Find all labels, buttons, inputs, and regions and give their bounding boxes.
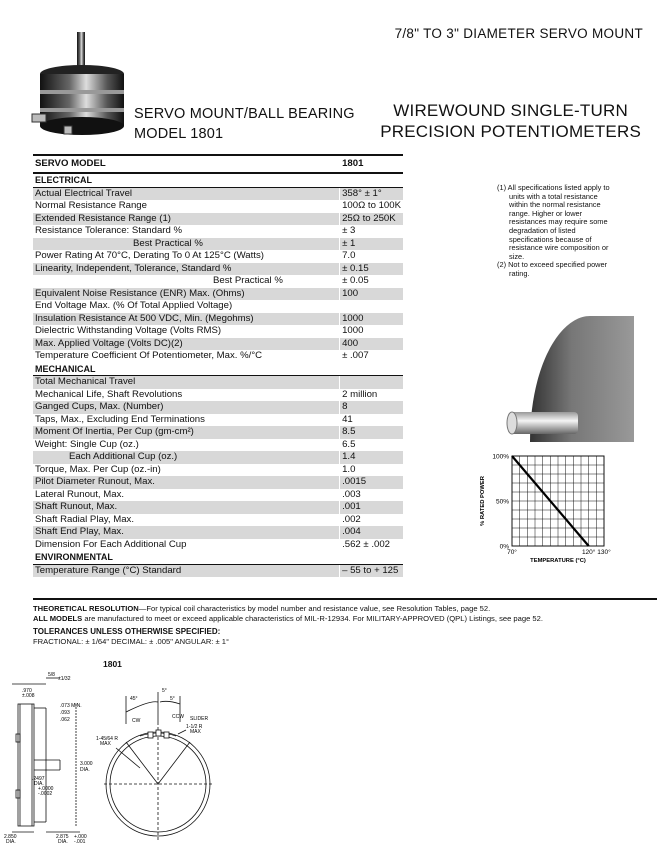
theoretical-text: —For typical coil characteristics by model number and resistance value, see Resolution Tables, page 52.	[138, 604, 491, 613]
table-row	[33, 350, 403, 363]
spec-value	[340, 300, 403, 313]
main-title-line-1: WIREWOUND SINGLE-TURN	[393, 101, 628, 120]
table-row	[33, 476, 403, 489]
dim-f: 3.000	[80, 761, 93, 767]
spec-value: 1000	[340, 313, 403, 326]
ang-3: 5°	[170, 696, 175, 702]
spec-label: Best Practical %	[33, 275, 340, 288]
derating-chart	[476, 448, 626, 582]
table-row	[33, 526, 403, 539]
section-header-row	[33, 551, 403, 564]
table-row	[33, 564, 403, 577]
spec-value: .003	[340, 489, 403, 502]
series-line-2: MODEL 1801	[134, 126, 224, 142]
table-row	[33, 338, 403, 351]
spec-value	[340, 376, 403, 389]
spec-value: .001	[340, 501, 403, 514]
dim-i4: -.001	[74, 839, 86, 845]
dim-g4: -.0002	[38, 791, 53, 797]
spec-label: Weight: Single Cup (oz.)	[33, 439, 340, 452]
spec-label: Equivalent Noise Resistance (ENR) Max. (Ohms)	[33, 288, 340, 301]
table-row	[33, 225, 403, 238]
table-row	[33, 439, 403, 452]
spec-label: Actual Electrical Travel	[33, 187, 340, 200]
spec-value: 358° ± 1°	[340, 187, 403, 200]
dim-h: 2.850	[4, 834, 17, 840]
spec-label: Moment Of Inertia, Per Cup (gm-cm²)	[33, 426, 340, 439]
main-title	[380, 100, 641, 142]
spec-table	[33, 156, 403, 577]
spec-value: 25Ω to 250K	[340, 213, 403, 226]
dim-i3: +.000	[74, 834, 87, 840]
table-header-value: 1801	[340, 156, 403, 173]
spec-value: 41	[340, 414, 403, 427]
table-row	[33, 489, 403, 502]
spec-value: ± 0.05	[340, 275, 403, 288]
spec-label: Total Mechanical Travel	[33, 376, 340, 389]
all-models-title: ALL MODELS	[33, 613, 83, 623]
drawing-model-label: 1801	[103, 659, 122, 669]
section-header-row	[33, 173, 403, 187]
label-rad1: 1-1/2 R	[186, 724, 203, 730]
dim-e: .062	[60, 717, 70, 723]
table-row	[33, 451, 403, 464]
spec-value: 100Ω to 100K	[340, 200, 403, 213]
spec-value: ± 0.15	[340, 263, 403, 276]
spec-value: 1000	[340, 325, 403, 338]
spec-value: ± 3	[340, 225, 403, 238]
spec-value: .562 ± .002	[340, 539, 403, 552]
dim-g2: DIA.	[34, 781, 44, 787]
spec-label: Torque, Max. Per Cup (oz.-in)	[33, 464, 340, 477]
table-row	[33, 250, 403, 263]
section-header-row	[33, 363, 403, 376]
dim-d: .093	[60, 710, 70, 716]
table-row	[33, 414, 403, 427]
y-tick-label: 0%	[499, 543, 509, 551]
note-2: (2) Not to exceed specified power rating.	[497, 260, 608, 278]
section-title: ENVIRONMENTAL	[33, 551, 403, 564]
spec-value: 2 million	[340, 389, 403, 402]
table-row	[33, 325, 403, 338]
table-row	[33, 213, 403, 226]
shaft-closeup-photo	[490, 316, 634, 442]
spec-label: Each Additional Cup (oz.)	[33, 451, 340, 464]
y-tick-label: 100%	[492, 453, 509, 461]
section-title: MECHANICAL	[33, 363, 403, 376]
spec-value: 1.0	[340, 464, 403, 477]
spec-value: .0015	[340, 476, 403, 489]
dim-c: .073 MIN.	[60, 703, 82, 709]
spec-label: Dielectric Withstanding Voltage (Volts RMS)	[33, 325, 340, 338]
table-row	[33, 200, 403, 213]
spec-value: 400	[340, 338, 403, 351]
spec-value: 6.5	[340, 439, 403, 452]
label-cw: CW	[132, 718, 141, 724]
spec-label: Temperature Coefficient Of Potentiometer, Max. %/°C	[33, 350, 340, 363]
tolerances-title: TOLERANCES UNLESS OTHERWISE SPECIFIED:	[33, 627, 221, 636]
note-1: (1) All specifications listed apply to units with a total resistance within the normal resistance range. Higher or lower resistances may require some degradation of listed specifications because of resistance wire composition or size.	[497, 183, 610, 261]
label-rad1b: MAX	[190, 729, 201, 735]
spec-label: Pilot Diameter Runout, Max.	[33, 476, 340, 489]
table-row	[33, 401, 403, 414]
label-rad2b: MAX	[100, 741, 111, 747]
series-title	[134, 104, 355, 144]
table-row	[33, 275, 403, 288]
footer-text	[33, 604, 653, 623]
spec-label: Normal Resistance Range	[33, 200, 340, 213]
x-tick-label: 130°	[597, 549, 611, 556]
spec-value: ± .007	[340, 350, 403, 363]
table-row	[33, 464, 403, 477]
spec-label: Shaft Radial Play, Max.	[33, 514, 340, 527]
spec-label: Shaft Runout, Max.	[33, 501, 340, 514]
x-tick-label: 120°	[581, 549, 596, 556]
spec-label: Ganged Cups, Max. (Number)	[33, 401, 340, 414]
theoretical-title: THEORETICAL RESOLUTION	[33, 604, 139, 613]
spec-label: Linearity, Independent, Tolerance, Standard %	[33, 263, 340, 276]
spec-label: Max. Applied Voltage (Volts DC)(2)	[33, 338, 340, 351]
spec-label: Best Practical %	[33, 238, 340, 251]
spec-label: Resistance Tolerance: Standard %	[33, 225, 340, 238]
dim-f2: DIA.	[80, 767, 90, 773]
table-header-row	[33, 156, 403, 173]
dim-g3: +.0000	[38, 786, 54, 792]
spec-label: Temperature Range (°C) Standard	[33, 564, 340, 577]
x-axis-label: TEMPERATURE (°C)	[530, 558, 586, 564]
spec-label: End Voltage Max. (% Of Total Applied Voltage)	[33, 300, 340, 313]
ang-2: 5°	[162, 688, 167, 694]
label-rad2: 1-45/64 R	[96, 736, 118, 742]
tolerances-line: FRACTIONAL: ± 1/64" DECIMAL: ± .005" ANGULAR: ± 1°	[33, 637, 230, 646]
dim-i2: DIA.	[58, 839, 68, 845]
table-row	[33, 187, 403, 200]
dim-b: 5/8	[48, 672, 55, 678]
table-row	[33, 539, 403, 552]
spec-label: Insulation Resistance At 500 VDC, Min. (Megohms)	[33, 313, 340, 326]
y-tick-label: 50%	[495, 498, 509, 506]
label-slider: SLIDER	[190, 716, 209, 722]
spec-label: Extended Resistance Range (1)	[33, 213, 340, 226]
series-line-1: SERVO MOUNT/BALL BEARING	[134, 106, 355, 122]
spec-value: 100	[340, 288, 403, 301]
table-row	[33, 288, 403, 301]
spec-label: Dimension For Each Additional Cup	[33, 539, 340, 552]
spec-label: Shaft End Play, Max.	[33, 526, 340, 539]
table-row	[33, 263, 403, 276]
table-row	[33, 389, 403, 402]
dim-a2: ±.008	[22, 693, 35, 699]
table-row	[33, 501, 403, 514]
spec-value: .002	[340, 514, 403, 527]
y-axis-label: % RATED POWER	[480, 476, 486, 526]
table-row	[33, 376, 403, 389]
top-title: 7/8" TO 3" DIAMETER SERVO MOUNT	[394, 26, 643, 41]
notes	[497, 184, 617, 279]
label-ccw: CCW	[172, 714, 184, 720]
main-title-line-2: PRECISION POTENTIOMETERS	[380, 122, 641, 141]
spec-value: 7.0	[340, 250, 403, 263]
spec-value: 8	[340, 401, 403, 414]
spec-value: 1.4	[340, 451, 403, 464]
dim-i: 2.875	[56, 834, 69, 840]
table-row	[33, 300, 403, 313]
spec-value: – 55 to + 125	[340, 564, 403, 577]
table-row	[33, 238, 403, 251]
table-header-label: SERVO MODEL	[33, 156, 340, 173]
spec-label: Lateral Runout, Max.	[33, 489, 340, 502]
table-row	[33, 313, 403, 326]
table-row	[33, 426, 403, 439]
ang-1: 45°	[130, 696, 138, 702]
spec-value: 8.5	[340, 426, 403, 439]
dim-b2: ±1/32	[58, 676, 71, 682]
dim-a: .970	[22, 688, 32, 694]
dim-g: .2497	[32, 776, 45, 782]
section-title: ELECTRICAL	[33, 173, 403, 187]
table-row	[33, 514, 403, 527]
dim-h2: DIA.	[6, 839, 16, 845]
footer-rule	[33, 598, 657, 600]
spec-value: ± 1	[340, 238, 403, 251]
x-tick-label: 70°	[507, 549, 517, 556]
dimension-drawing	[0, 672, 330, 848]
all-models-text: are manufactured to meet or exceed applicable characteristics of MIL-R-12934. For MILITARY-APPROVED (QPL) Listings, see page 52.	[82, 613, 543, 623]
spec-value: .004	[340, 526, 403, 539]
potentiometer-photo	[30, 30, 140, 140]
spec-label: Power Rating At 70°C, Derating To 0 At 125°C (Watts)	[33, 250, 340, 263]
spec-label: Mechanical Life, Shaft Revolutions	[33, 389, 340, 402]
spec-label: Taps, Max., Excluding End Terminations	[33, 414, 340, 427]
